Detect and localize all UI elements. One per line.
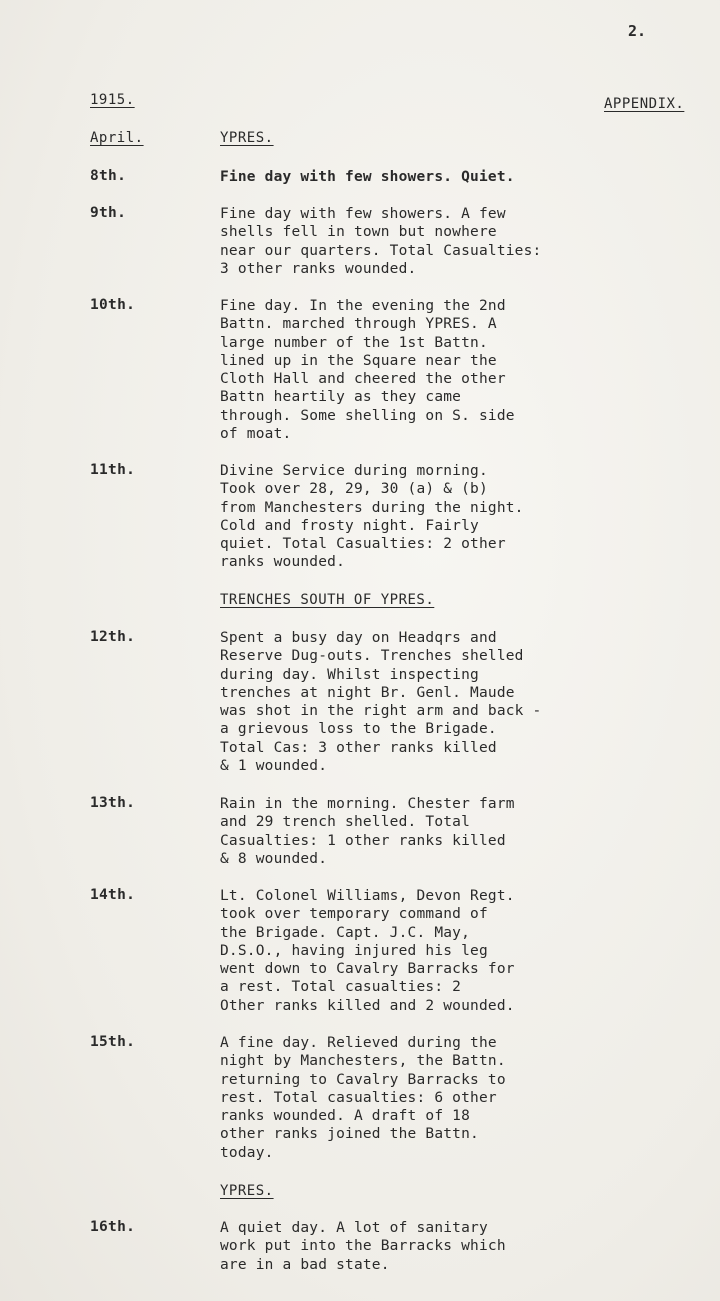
year-heading: 1915. [90, 92, 135, 108]
entry-date: 15th. [90, 1034, 136, 1050]
entry-date: 8th. [90, 168, 127, 184]
entry-text: Fine day with few showers. Quiet. [220, 169, 515, 185]
entry-date: 9th. [90, 205, 127, 221]
entry-date: 12th. [90, 629, 136, 645]
entry-date: 14th. [90, 887, 136, 903]
entry-text: Rain in the morning. Chester farm and 29 trench shelled. Total Casualties: 1 other ranks killed & 8 wounded. [220, 796, 515, 867]
entry-text: A fine day. Relieved during the night by Manchesters, the Battn. returning to Cavalry Barracks to rest. Total casualties: 6 other ranks wounded. A draft of 18 other ranks joined the Battn. today. [220, 1035, 506, 1161]
entry-text: A quiet day. A lot of sanitary work put into the Barracks which are in a bad state. [220, 1220, 506, 1273]
month-heading: April. [90, 130, 144, 146]
entry-date: 11th. [90, 462, 136, 478]
entry-date: 10th. [90, 297, 136, 313]
section-heading-trenches: TRENCHES SOUTH OF YPRES. [220, 592, 435, 608]
page-number: 2. [628, 22, 647, 40]
entry-text: Lt. Colonel Williams, Devon Regt. took over temporary command of the Brigade. Capt. J.C. May, D.S.O., having injured his leg went down to Cavalry Barracks for a rest. Total casualties: 2 Other ranks killed and 2 wounded. [220, 888, 515, 1014]
entry-date: 16th. [90, 1219, 136, 1235]
entry-text: Fine day with few showers. A few shells fell in town but nowhere near our quarters. Total Casualties: 3 other ranks wounded. [220, 206, 542, 277]
section-heading-ypres: YPRES. [220, 130, 274, 146]
entry-date: 13th. [90, 795, 136, 811]
section-heading-ypres: YPRES. [220, 1183, 274, 1199]
appendix-heading: APPENDIX. [604, 96, 685, 112]
entry-text: Divine Service during morning. Took over 28, 29, 30 (a) & (b) from Manchesters during the night. Cold and frosty night. Fairly quiet. Total Casualties: 2 other ranks wounded. [220, 463, 524, 571]
entry-text: Spent a busy day on Headqrs and Reserve Dug-outs. Trenches shelled during day. Whilst inspecting trenches at night Br. Genl. Maude was shot in the right arm and back - a grievous loss to the Brigade. Total Cas: 3 other ranks killed & 1 wounded. [220, 630, 542, 775]
entry-text: Fine day. In the evening the 2nd Battn. marched through YPRES. A large number of the 1st Battn. lined up in the Square near the Cloth Hall and cheered the other Battn heartily as they came through. Some shelling on S. side of moat. [220, 298, 515, 443]
